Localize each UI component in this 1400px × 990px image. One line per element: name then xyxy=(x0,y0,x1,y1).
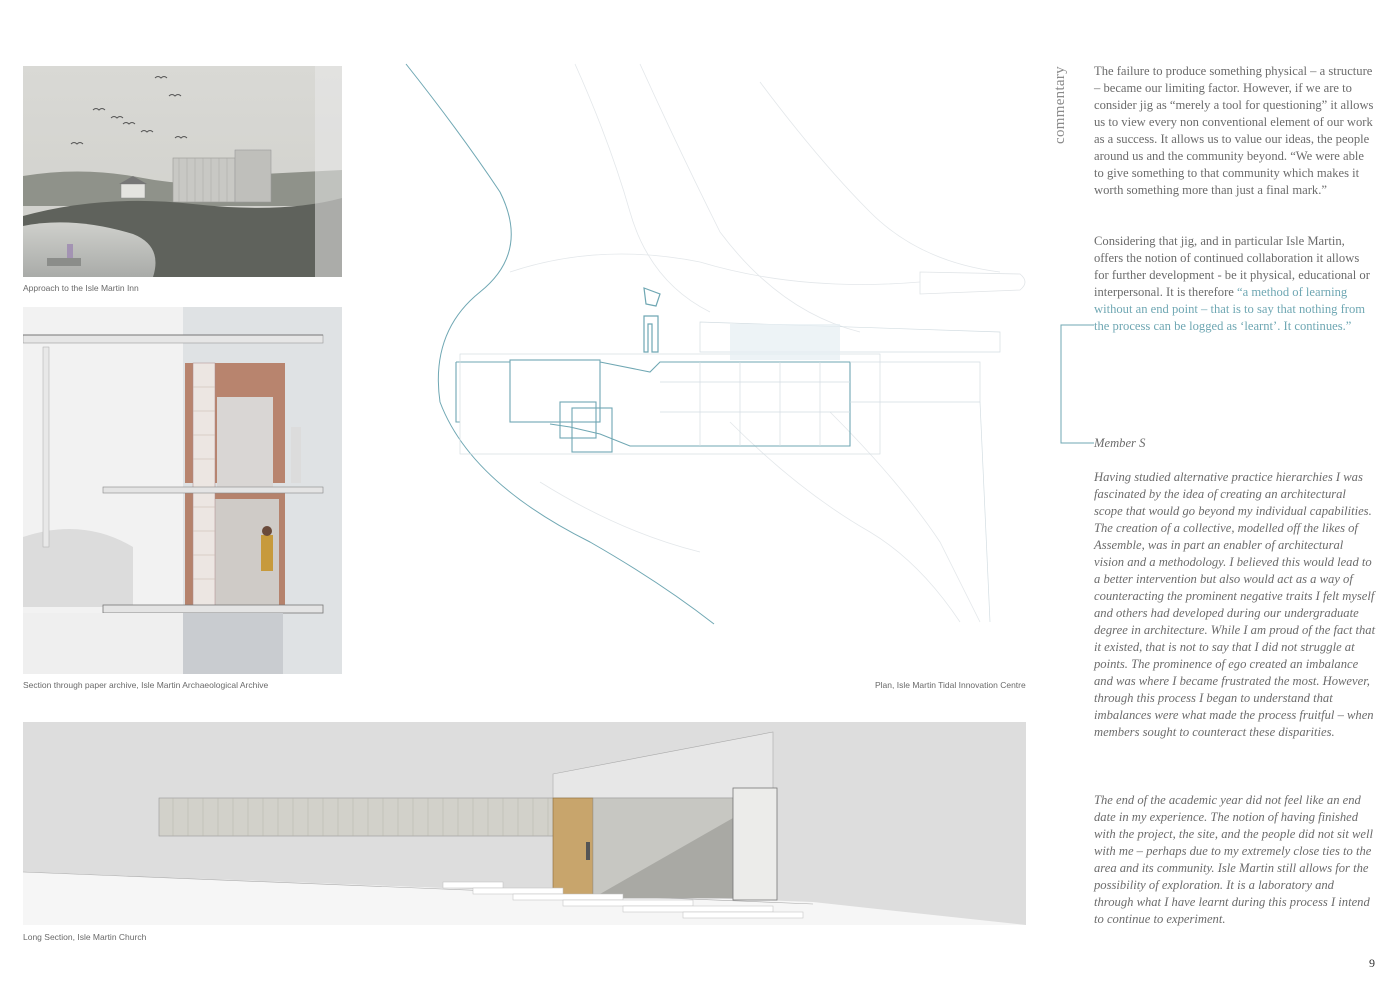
approach-photo-illustration xyxy=(23,66,342,277)
member-name: Member S xyxy=(1094,436,1146,450)
quote-bracket xyxy=(1060,324,1094,444)
commentary-paragraph-2 xyxy=(1094,233,1376,335)
plan-illustration xyxy=(400,62,1040,627)
commentary-quote-highlight: “a method of learning without an end point – that is to say that nothing from the process can be logged as ‘learnt’. It continues.” xyxy=(1094,285,1366,333)
archive-section-drawing xyxy=(23,307,342,674)
photo-caption: Approach to the Isle Martin Inn xyxy=(23,283,139,293)
plan-drawing xyxy=(400,62,1040,627)
long-section-illustration xyxy=(23,722,1026,925)
long-section-drawing xyxy=(23,722,1026,925)
commentary-paragraph-1: The failure to produce something physical – a structure – became our limiting factor. However, if we are to consider jig as “merely a tool for questioning” it allows us to view every non conventional element of our work as a success. It allows us to value our ideas, the people around us and the community beyond. “We were able to give something to that community which makes it worth something more than just a final mark.” xyxy=(1094,64,1374,197)
commentary-label-text: commentary xyxy=(1052,66,1068,144)
plan-caption: Plan, Isle Martin Tidal Innovation Centre xyxy=(875,680,1026,690)
section-caption: Section through paper archive, Isle Martin Archaeological Archive xyxy=(23,680,269,690)
archive-section-illustration xyxy=(23,307,342,674)
member-statement-paragraph-2: The end of the academic year did not feel like an end date in my experience. The notion of having finished with the project, the site, and the people did not sit well with me – perhaps due to my extremely close ties to the area and its community. Isle Martin still allows for the possibility of exploration. It is a laboratory and through what I have learnt during this process I intend to continue to experiment. xyxy=(1094,793,1374,926)
member-statement-paragraph-1: Having studied alternative practice hierarchies I was fascinated by the idea of creating an architectural scope that would go beyond my individual capabilities. The creation of a collective, modelled off the likes of Assemble, was in part an enabler of architectural vision and a methodology. I believed this would lead to a better intervention but also would act as a way of counteracting the prominent negative traits I felt myself and others had developed during our undergraduate degree in architecture. While I am proud of the fact that it existed, that is not to say that I did not struggle at points. The prominence of ego created an imbalance and was where I became frustrated the most. However, through this process I began to understand that imbalances were what made the process fruitful – when members sought to counteract these disparities. xyxy=(1094,470,1376,739)
commentary-heading xyxy=(1048,66,1072,156)
approach-photo xyxy=(23,66,342,277)
elevation-caption: Long Section, Isle Martin Church xyxy=(23,932,147,942)
page-number: 9 xyxy=(1369,956,1375,970)
commentary-paragraph-2-text: Considering that jig, and in particular Isle Martin, offers the notion of continued collaboration it allows for further development - be it physical, educational or interpersonal. It is therefore xyxy=(1094,234,1370,299)
